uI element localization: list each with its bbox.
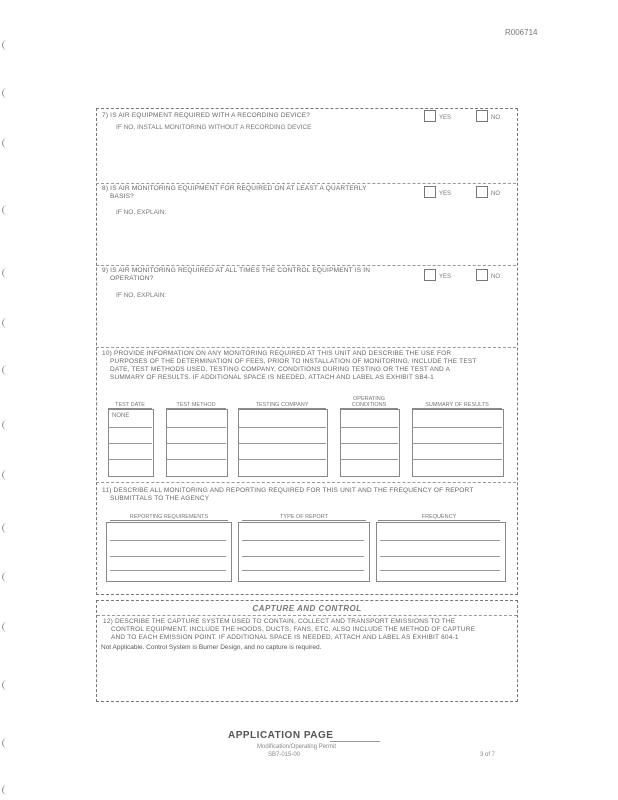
section-7-yes-checkbox[interactable] (424, 110, 436, 122)
section-10 (96, 347, 516, 483)
column-summary-results: SUMMARY OF RESULTS (412, 402, 502, 409)
section-8-yes-label: YES (439, 191, 452, 197)
frequency-box[interactable] (376, 522, 506, 582)
column-testing-company: TESTING COMPANY (238, 402, 326, 409)
punch-mark (2, 680, 11, 690)
punch-mark (2, 205, 11, 215)
section-8 (96, 183, 516, 266)
section-11-text: 11) DESCRIBE ALL MONITORING AND REPORTING REQUIRED FOR THIS UNIT AND THE FREQUENCY OF REPORT SUBMITTALS TO THE AGENCY (102, 487, 474, 502)
punch-mark (2, 738, 11, 748)
punch-mark (2, 88, 11, 98)
section-9-yes-checkbox[interactable] (424, 269, 436, 281)
section-9-yes-label: YES (439, 274, 452, 280)
punch-mark (2, 785, 11, 795)
section-8-sub: IF NO, EXPLAIN: (116, 209, 167, 216)
punch-mark (2, 138, 11, 148)
type-of-report-box[interactable] (238, 522, 370, 582)
column-test-method: TEST METHOD (166, 402, 226, 409)
section-9 (96, 265, 516, 348)
column-frequency: FREQUENCY (378, 514, 500, 521)
column-operating-conditions: OPERATING CONDITIONS (340, 396, 398, 409)
section-11 (96, 482, 516, 593)
section-8-question: 8) IS AIR MONITORING EQUIPMENT FOR REQUIRED ON AT LEAST A QUARTERLY BASIS? (102, 185, 367, 200)
capture-control-answer[interactable]: Not Applicable. Control System is Burner Design, and no capture is required. (101, 644, 322, 651)
test-date-none: NONE (112, 413, 130, 419)
punch-mark (2, 318, 11, 328)
section-9-question: 9) IS AIR MONITORING REQUIRED AT ALL TIMES THE CONTROL EQUIPMENT IS IN OPERATION? (102, 267, 371, 282)
footer-title: APPLICATION PAGE (228, 730, 334, 741)
punch-mark (2, 622, 11, 632)
section-9-sub: IF NO, EXPLAIN: (116, 292, 167, 299)
section-7 (96, 108, 516, 184)
punch-mark (2, 470, 11, 480)
page-number: 3 of 7 (480, 752, 496, 758)
footer-sub1: Modification/Operating Permit (257, 744, 337, 750)
section-8-yes-checkbox[interactable] (424, 186, 436, 198)
column-reporting-requirements: REPORTING REQUIREMENTS (110, 514, 228, 521)
section-9-no-label: NO (491, 274, 500, 280)
section-8-no-label: NO (491, 191, 500, 197)
punch-mark (2, 40, 11, 50)
column-test-date: TEST DATE (108, 402, 152, 409)
section-7-no-label: NO (491, 115, 500, 121)
punch-mark (2, 268, 11, 278)
section-9-no-checkbox[interactable] (476, 269, 488, 281)
reporting-requirements-box[interactable] (106, 522, 232, 582)
section-10-text: 10) PROVIDE INFORMATION ON ANY MONITORING REQUIRED AT THIS UNIT AND DESCRIBE THE USE FOR PURPOSES OF THE DETERMINATION OF FEES, PRIOR TO INSTALLATION OF MONITORING, INCLUDE THE TEST DATE, TEST METHODS USED, TESTING COMPANY, CONDITIONS DURING TESTING OR THE TEST AND A SUMMARY OF RESULTS. IF ADDITIONAL SPACE IS NEEDED, ATTACH AND LABEL AS EXHIBIT SB4-1 (102, 350, 477, 381)
punch-mark (2, 523, 11, 533)
punch-mark (2, 365, 11, 375)
capture-control-text: 12) DESCRIBE THE CAPTURE SYSTEM USED TO CONTAIN, COLLECT AND TRANSPORT EMISSIONS TO THE CONTROL EQUIPMENT. INCLUDE THE HOODS, DUCTS, FANS, ETC. ALSO INCLUDE THE METHOD OF CAPTURE AND TO EACH EMISSION POINT. IF ADDITIONAL SPACE IS NEEDED, ATTACH AND LABEL AS EXHIBIT 604-1 (103, 618, 476, 641)
punch-mark (2, 572, 11, 582)
capture-control-section (96, 600, 518, 702)
footer-sub2: SB7-015-00 (268, 752, 301, 758)
document-id: R006714 (505, 28, 538, 37)
column-type-of-report: TYPE OF REPORT (242, 514, 366, 521)
capture-control-title: CAPTURE AND CONTROL (252, 604, 362, 613)
section-7-question: 7) IS AIR EQUIPMENT REQUIRED WITH A RECORDING DEVICE? (102, 112, 311, 119)
section-7-no-checkbox[interactable] (476, 110, 488, 122)
section-7-yes-label: YES (439, 115, 452, 121)
section-7-sub: IF NO, INSTALL MONITORING WITHOUT A RECORDING DEVICE (116, 124, 312, 131)
section-8-no-checkbox[interactable] (476, 186, 488, 198)
punch-mark (2, 420, 11, 430)
